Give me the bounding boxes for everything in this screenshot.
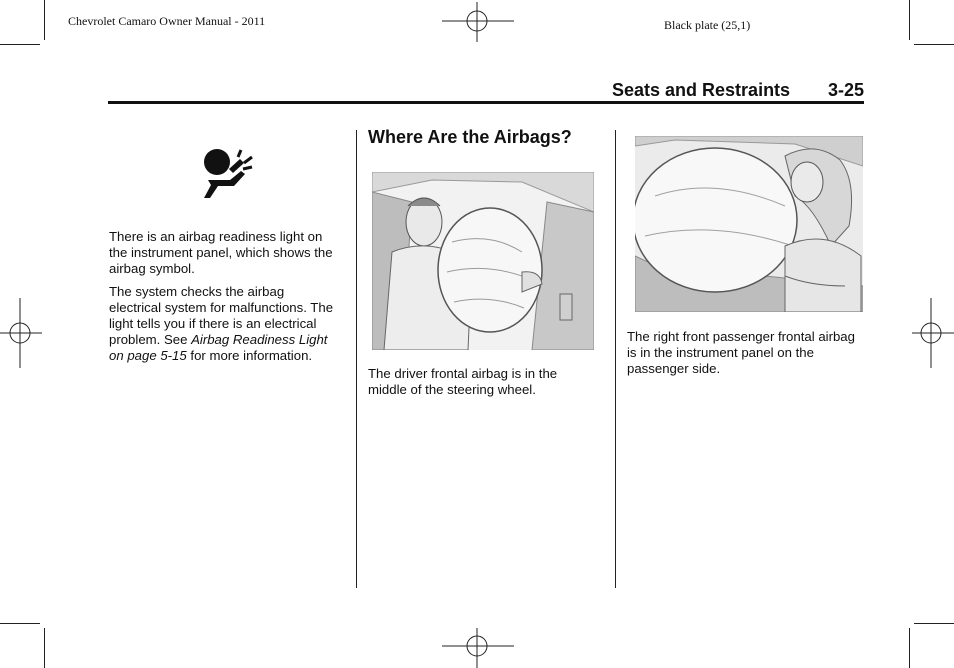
left-paragraph-2-text: The system checks the airbag electrical system for malfunctions. The light tells you if there is an electrical problem. See [109, 284, 334, 347]
column-divider-right [615, 130, 616, 588]
registration-mark-right [912, 296, 954, 370]
header-rule [108, 101, 864, 104]
registration-mark-bottom [440, 628, 516, 668]
section-heading: Where Are the Airbags? [368, 127, 572, 147]
driver-airbag-illustration [372, 172, 594, 350]
page-number: 3-25 [828, 80, 865, 100]
registration-mark-top [440, 2, 516, 42]
left-paragraph-2-tail: for more information. [190, 348, 313, 363]
left-paragraph-2 [109, 284, 334, 364]
passenger-airbag-illustration [635, 136, 863, 312]
passenger-airbag-caption: The right front passenger frontal airbag is in the instrument panel on the passenger side. [627, 329, 855, 376]
driver-airbag-caption: The driver frontal airbag is in the middle of the steering wheel. [368, 366, 558, 397]
plate-label: Black plate (25,1) [664, 18, 751, 32]
left-paragraph-1: There is an airbag readiness light on the instrument panel, which shows the airbag symbol. [109, 229, 333, 276]
registration-mark-left [0, 296, 42, 370]
column-divider-left [356, 130, 357, 588]
airbag-readiness-icon [200, 147, 256, 201]
manual-title: Chevrolet Camaro Owner Manual - 2011 [68, 14, 266, 28]
section-title: Seats and Restraints [612, 80, 791, 100]
airbag-readiness-link[interactable]: Airbag Readiness Light on page 5-15 [109, 332, 328, 363]
